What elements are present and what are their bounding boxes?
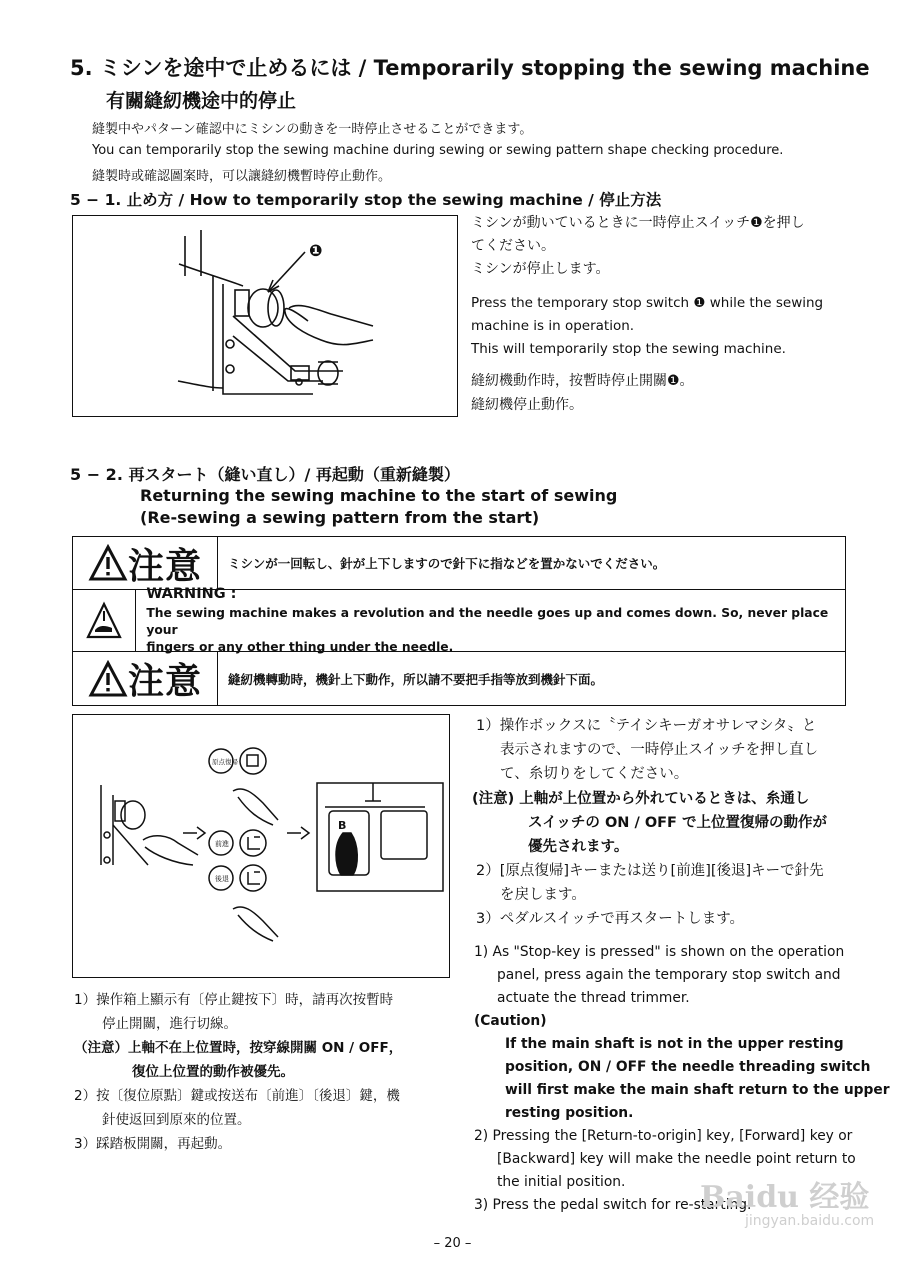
right-en-caution-label: (Caution) — [474, 1013, 547, 1029]
right-en-item2-line2: [Backward] key will make the needle point return to — [497, 1151, 856, 1167]
key-backward-label: 後退 — [215, 875, 229, 883]
subsection-5-2-heading: 5 − 2. 再スタート（縫い直し）/ 再起動（重新縫製） — [70, 465, 460, 484]
figure-temporary-stop-switch — [72, 215, 458, 417]
right-jp-item1-line2: 表示されますので、一時停止スイッチを押し直し — [500, 742, 819, 758]
left-cn-item1-line2: 停止開關，進行切線。 — [102, 1016, 237, 1032]
right-jp-caution-line3: 優先されます。 — [528, 839, 629, 855]
right-jp-item1-line3: て、糸切りをしてください。 — [500, 766, 689, 782]
caution-word: 注意 — [127, 661, 202, 702]
restart-procedure-illustration — [73, 715, 449, 977]
right-jp-caution-line1: (注意) 上軸が上位置から外れているときは、糸通し — [472, 791, 810, 807]
caution-box-japanese — [72, 536, 846, 590]
page-number: – 20 – — [433, 1236, 472, 1251]
intro-japanese: 縫製中やパターン確認中にミシンの動きを一時停止させることができます。 — [92, 122, 533, 137]
left-cn-item3: 3）踩踏板開關，再起動。 — [74, 1136, 232, 1152]
baidu-watermark-url: jingyan.baidu.com — [745, 1213, 875, 1229]
intro-english: You can temporarily stop the sewing machine during sewing or sewing pattern shape checking procedure. — [92, 143, 784, 158]
intro-chinese: 縫製時或確認圖案時，可以讓縫紉機暫時停止動作。 — [92, 169, 392, 184]
caution-word: 注意 — [127, 545, 202, 587]
instruction-en-line2: machine is in operation. — [471, 318, 635, 334]
instruction-jp-line3: ミシンが停止します。 — [471, 261, 610, 277]
right-jp-item3: 3）ペダルスイッチで再スタートします。 — [476, 911, 745, 927]
instruction-cn-line2: 縫紉機停止動作。 — [471, 397, 583, 413]
right-jp-item2-line1: 2）[原点復帰]キーまたは送り[前進][後退]キーで針先 — [476, 863, 824, 879]
subsection-5-2-heading-en1: Returning the sewing machine to the start of sewing — [140, 486, 618, 505]
subsection-5-1-heading: 5 − 1. 止め方 / How to temporarily stop the sewing machine / 停止方法 — [70, 191, 662, 209]
needle-hazard-icon — [85, 601, 123, 641]
right-en-item1-line2: panel, press again the temporary stop switch and — [497, 967, 841, 983]
right-en-item1-line3: actuate the thread trimmer. — [497, 990, 690, 1006]
baidu-watermark: Baidu 经验 — [700, 1180, 870, 1215]
stop-switch-illustration — [73, 216, 457, 416]
warning-text-line1: The sewing machine makes a revolution and the needle goes up and comes down. So, never place your — [146, 605, 829, 637]
instruction-jp-line1: ミシンが動いているときに一時停止スイッチ❶を押し — [471, 215, 805, 231]
left-cn-item2-line2: 針使返回到原來的位置。 — [102, 1112, 251, 1128]
instruction-en-line1: Press the temporary stop switch ❶ while the sewing — [471, 295, 824, 311]
right-jp-caution-line2: スイッチの ON / OFF で上位置復帰の動作が — [528, 815, 828, 831]
right-jp-item2-line2: を戻します。 — [500, 887, 586, 903]
pedal-b-label: B — [338, 819, 347, 832]
right-en-caution-line4: resting position. — [505, 1105, 634, 1121]
figure-callout-number: ❶ — [309, 241, 323, 260]
instruction-jp-line2: てください。 — [471, 238, 555, 254]
warning-text-line2: fingers or any other thing under the needle. — [146, 639, 454, 654]
figure-restart-procedure — [72, 714, 450, 978]
key-forward-label: 前進 — [215, 840, 229, 848]
right-jp-item1-line1: 1）操作ボックスに〝テイシキーガオサレマシタ〟と — [476, 718, 817, 734]
left-cn-caution-line1: （注意）上軸不在上位置時，按穿線開關 ON / OFF， — [74, 1040, 403, 1056]
instruction-en-line3: This will temporarily stop the sewing machine. — [471, 341, 786, 357]
caution-box-chinese — [72, 652, 846, 706]
section-title-chinese: 有關縫紉機途中的停止 — [106, 90, 297, 112]
right-en-item2-line1: 2) Pressing the [Return-to-origin] key, [Forward] key or — [474, 1128, 853, 1144]
instruction-cn-line1: 縫紉機動作時，按暫時停止開關❶。 — [471, 373, 694, 389]
right-en-caution-line3: will first make the main shaft return to the upper — [505, 1082, 890, 1098]
warning-triangle-icon — [88, 544, 128, 582]
key-origin-label: 原点復帰 — [212, 758, 238, 766]
left-cn-item2-line1: 2）按〔復位原點〕鍵或按送布〔前進〕〔後退〕鍵，機 — [74, 1088, 400, 1104]
caution-text-chinese: 縫紉機轉動時，機針上下動作，所以請不要把手指等放到機針下面。 — [228, 671, 604, 687]
warning-triangle-icon — [88, 660, 128, 698]
right-en-caution-line1: If the main shaft is not in the upper resting — [505, 1036, 844, 1052]
warning-box-english — [72, 585, 846, 654]
left-cn-caution-line2: 復位上位置的動作被優先。 — [132, 1064, 294, 1080]
right-en-caution-line2: position, ON / OFF the needle threading switch — [505, 1059, 871, 1075]
caution-text-japanese: ミシンが一回転し、針が上下しますので針下に指などを置かないでください。 — [228, 556, 666, 571]
right-en-item3: 3) Press the pedal switch for re-starting. — [474, 1197, 752, 1213]
warning-title: WARNING : — [146, 585, 237, 602]
section-title: 5. ミシンを途中で止めるには / Temporarily stopping the sewing machine — [70, 56, 870, 80]
subsection-5-2-heading-en2: (Re-sewing a sewing pattern from the start) — [140, 508, 540, 527]
right-en-item2-line3: the initial position. — [497, 1174, 626, 1190]
right-en-item1-line1: 1) As "Stop-key is pressed" is shown on the operation — [474, 944, 845, 960]
left-cn-item1-line1: 1）操作箱上顯示有〔停止鍵按下〕時，請再次按暫時 — [74, 992, 394, 1008]
